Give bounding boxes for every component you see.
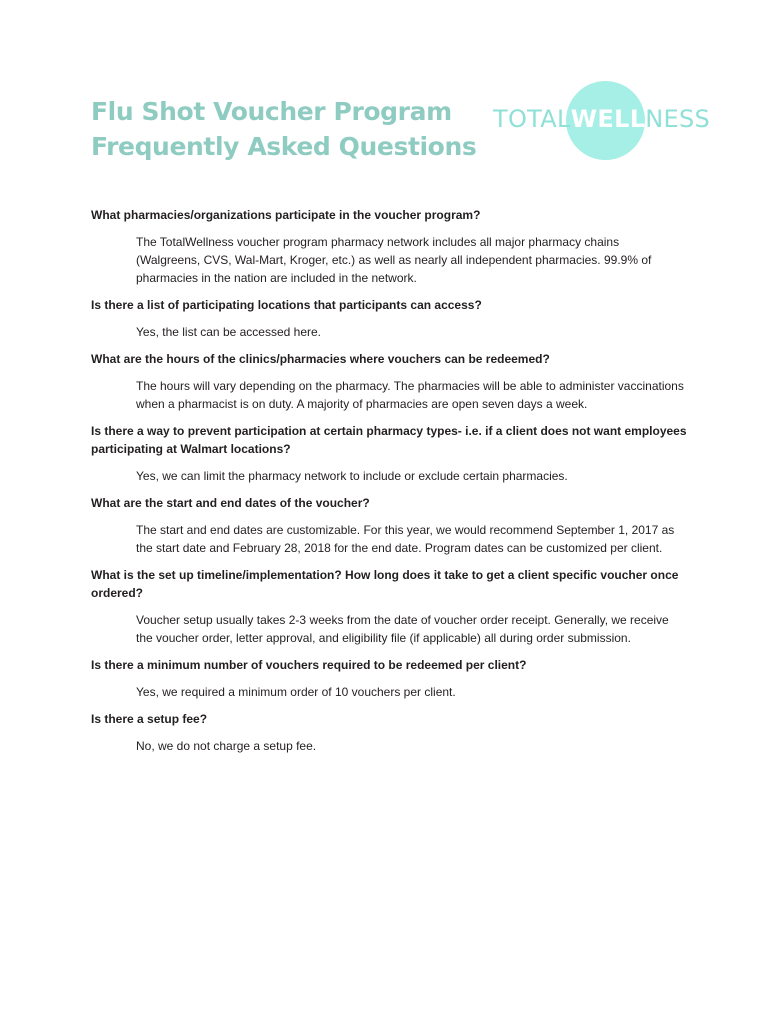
faq-answer: The TotalWellness voucher program pharmacy network includes all major pharmacy chains (Walgreens, CVS, Wal-Mart, Kroger, etc.) as well as nearly all independent pharmacies. 99.9% of pharmacies in the nation are included in the network. — [136, 235, 652, 285]
logo-part-ness: NESS — [645, 105, 711, 133]
faq-question: What are the start and end dates of the voucher? — [91, 496, 370, 510]
faq-question: What is the set up timeline/implementation? How long does it take to get a client specific voucher once ordered? — [91, 568, 679, 600]
document-title — [91, 94, 476, 164]
faq-list — [91, 206, 701, 764]
logo-part-well: WELL — [570, 105, 646, 133]
faq-answer: No, we do not charge a setup fee. — [136, 739, 317, 753]
faq-answer: The start and end dates are customizable. For this year, we would recommend September 1, 2017 as the start date and February 28, 2018 for the end date. Program dates can be customized per client. — [136, 523, 675, 555]
faq-answer: Yes, we required a minimum order of 10 vouchers per client. — [136, 685, 456, 699]
faq-question: What pharmacies/organizations participate in the voucher program? — [91, 208, 481, 222]
faq-question: Is there a way to prevent participation at certain pharmacy types- i.e. if a client does not want employees participating at Walmart locations? — [91, 424, 687, 456]
faq-question: Is there a setup fee? — [91, 712, 208, 726]
faq-answer: The hours will vary depending on the pharmacy. The pharmacies will be able to administer vaccinations when a pharmacist is on duty. A majority of pharmacies are open seven days a week. — [136, 379, 684, 411]
faq-answer: Yes, the list can be accessed here. — [136, 325, 322, 339]
faq-answer: Voucher setup usually takes 2-3 weeks from the date of voucher order receipt. Generally, we receive the voucher order, letter approval, and eligibility file (if applicable) all during order submission. — [136, 613, 669, 645]
faq-question: Is there a list of participating locations that participants can access? — [91, 298, 482, 312]
title-line-1: Flu Shot Voucher Program — [91, 97, 452, 126]
faq-question: What are the hours of the clinics/pharmacies where vouchers can be redeemed? — [91, 352, 550, 366]
faq-question: Is there a minimum number of vouchers required to be redeemed per client? — [91, 658, 527, 672]
title-line-2: Frequently Asked Questions — [91, 132, 477, 161]
totalwellness-logo — [493, 80, 711, 162]
faq-answer: Yes, we can limit the pharmacy network to include or exclude certain pharmacies. — [136, 469, 568, 483]
logo-wordmark — [493, 104, 710, 134]
logo-part-total: TOTAL — [493, 105, 571, 133]
